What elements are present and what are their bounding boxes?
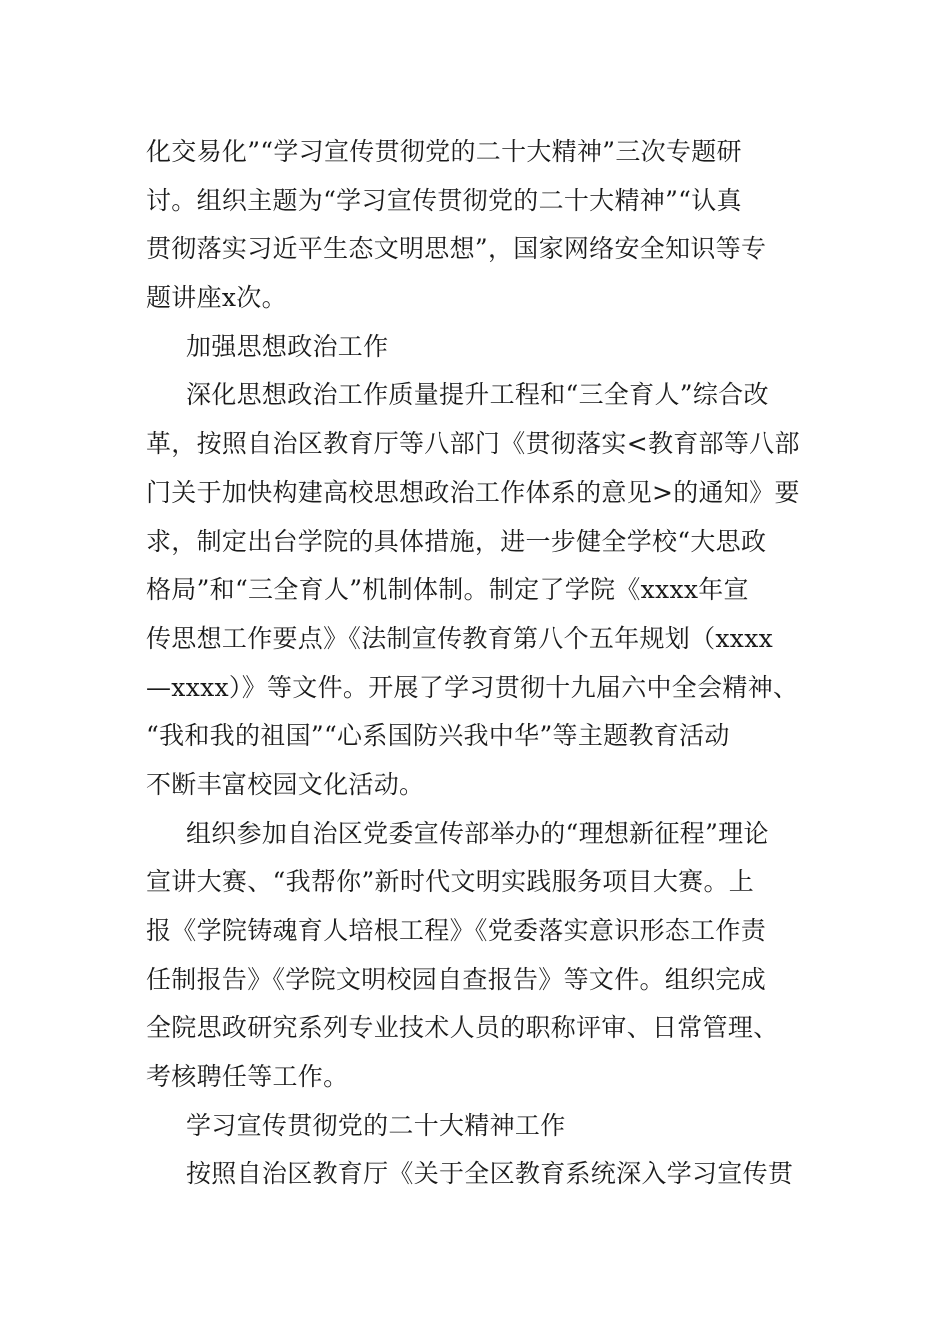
text-line: 贯彻落实习近平生态文明思想”，国家网络安全知识等专 [146, 234, 767, 264]
text-line: “我和我的祖国”“心系国防兴我中华”等主题教育活动 [146, 721, 730, 751]
document-body [146, 128, 816, 1199]
text-line: 革，按照自治区教育厅等八部门《贯彻落实<教育部等八部 [146, 429, 800, 459]
text-line: 考核聘任等工作。 [146, 1062, 349, 1092]
text-line: 深化思想政治工作质量提升工程和“三全育人”综合改 [186, 380, 769, 410]
text-line: 任制报告》《学院文明校园自查报告》等文件。组织完成 [146, 964, 767, 994]
section-heading: 加强思想政治工作 [186, 331, 389, 361]
text-line: 格局”和“三全育人”机制体制。制定了学院《xxxx年宣 [146, 575, 749, 605]
text-line: 门关于加快构建高校思想政治工作体系的意见>的通知》要 [146, 477, 800, 507]
text-line: 化交易化”“学习宣传贯彻党的二十大精神”三次专题研 [146, 137, 742, 166]
text-line: 传思想工作要点》《法制宣传教育第八个五年规划（xxxx [146, 623, 773, 653]
section-heading: 学习宣传贯彻党的二十大精神工作 [186, 1110, 566, 1140]
text-line: 报《学院铸魂育人培根工程》《党委落实意识形态工作责 [146, 916, 767, 945]
text-line: 按照自治区教育厅《关于全区教育系统深入学习宣传贯 [186, 1159, 794, 1189]
text-line: 题讲座x次。 [146, 283, 287, 313]
text-line: 求，制定出台学院的具体措施，进一步健全学校“大思政 [146, 526, 767, 556]
text-line: 组织参加自治区党委宣传部举办的“理想新征程”理论 [186, 818, 769, 848]
text-line: 全院思政研究系列专业技术人员的职称评审、日常管理、 [146, 1013, 779, 1043]
text-line: 宣讲大赛、“我帮你”新时代文明实践服务项目大赛。上 [146, 867, 755, 897]
text-line: 不断丰富校园文化活动。 [146, 769, 425, 799]
text-line: —xxxx）》等文件。开展了学习贯彻十九届六中全会精神、 [146, 672, 799, 702]
text-line: 讨。组织主题为“学习宣传贯彻党的二十大精神”“认真 [146, 185, 742, 215]
